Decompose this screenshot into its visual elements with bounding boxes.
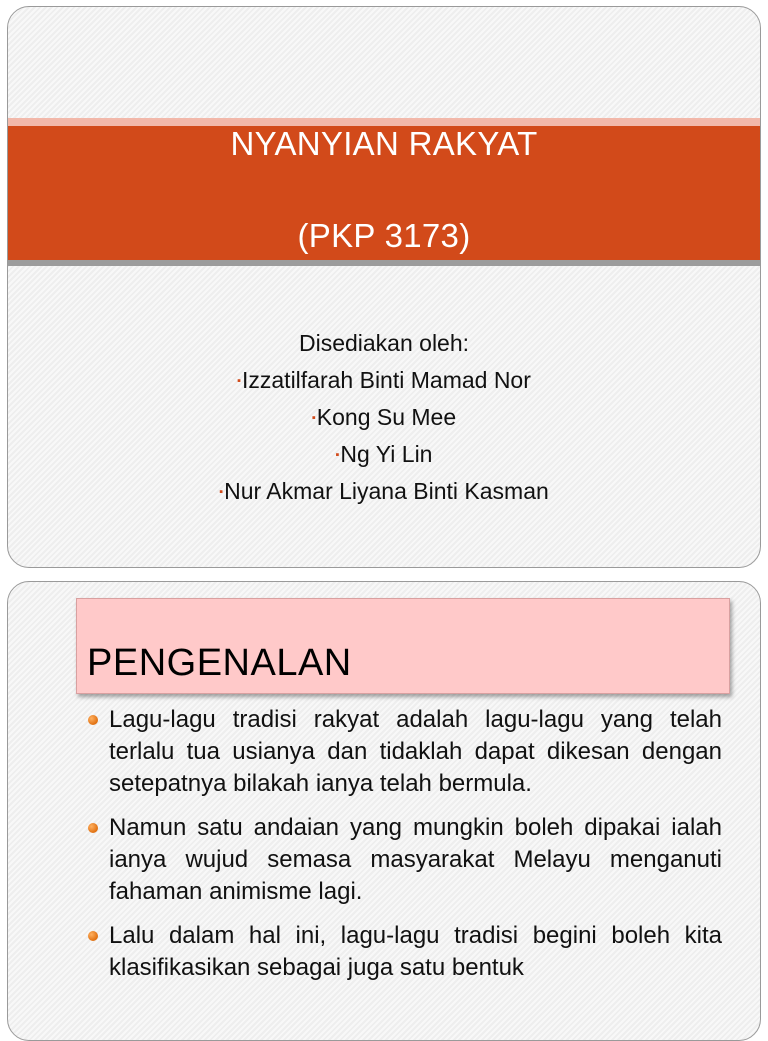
course-code: (PKP 3173)	[297, 217, 471, 254]
bullet-dot-icon	[88, 715, 98, 725]
prepared-by-label: Disediakan oleh:	[298, 330, 470, 356]
bullet-text: Namun satu andaian yang mungkin boleh dipakai ialah ianya wujud semasa masyarakat Melayu menganuti fahaman animisme lagi.	[109, 814, 722, 905]
author-name: Izzatilfarah Binti Mamad Nor	[242, 367, 531, 393]
author-name: Kong Su Mee	[316, 404, 457, 430]
list-item	[88, 704, 722, 800]
credits-block	[8, 325, 760, 510]
bullet-text: Lagu-lagu tradisi rakyat adalah lagu-lagu yang telah terlalu tua usianya dan tidaklah dapat dikesan dengan setepatnya bilakah ianya telah bermula.	[109, 706, 722, 797]
list-item	[88, 812, 722, 908]
square-bullet-icon: ▪	[219, 486, 224, 498]
bullet-list	[88, 704, 722, 996]
author-item	[8, 473, 760, 510]
author-item	[8, 436, 760, 473]
intro-slide	[7, 581, 761, 1041]
author-item	[8, 362, 760, 399]
square-bullet-icon: ▪	[237, 375, 241, 387]
heading-box	[76, 598, 730, 694]
title-band-bottom-stripe	[8, 260, 760, 266]
title-slide	[7, 6, 761, 568]
slide-title: NYANYIAN RAKYAT	[230, 125, 538, 162]
author-name: Nur Akmar Liyana Binti Kasman	[224, 478, 549, 504]
section-heading: PENGENALAN	[87, 642, 352, 684]
author-name: Ng Yi Lin	[340, 441, 433, 467]
bullet-text: Lalu dalam hal ini, lagu-lagu tradisi begini boleh kita klasifikasikan sebagai juga satu bentuk	[109, 922, 722, 981]
bullet-dot-icon	[88, 931, 98, 941]
square-bullet-icon: ▪	[335, 449, 340, 461]
list-item	[88, 920, 722, 984]
bullet-dot-icon	[88, 823, 98, 833]
square-bullet-icon: ▪	[311, 412, 316, 424]
author-item	[8, 399, 760, 436]
